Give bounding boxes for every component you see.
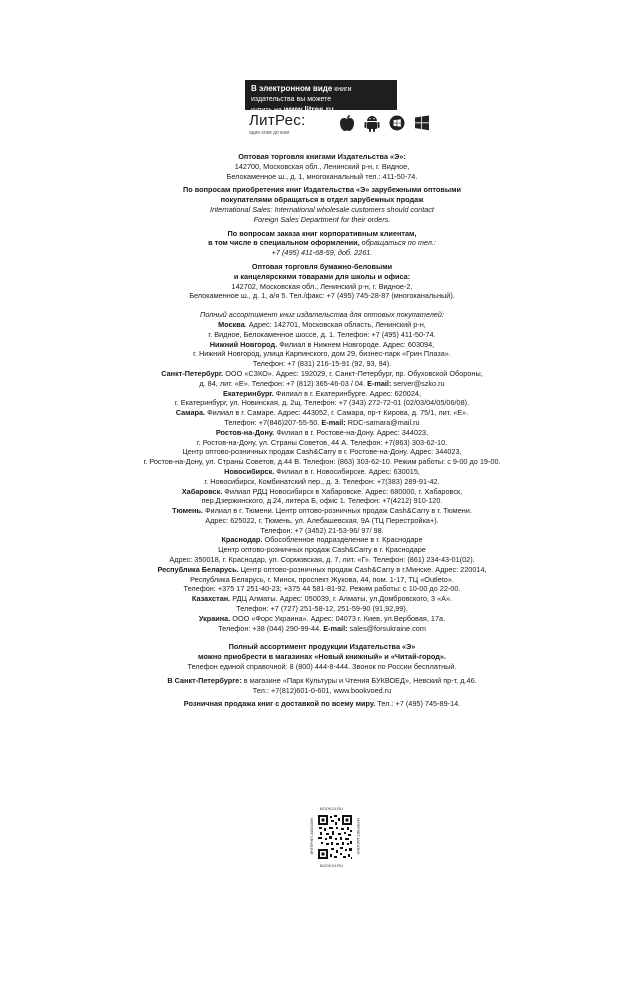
stationery-title-2: и канцелярскими товарами для школы и офиса:: [233, 271, 411, 281]
region-name: Санкт-Петербург.: [161, 368, 224, 378]
region-name: Новосибирск.: [224, 466, 275, 476]
apple-icon: [339, 114, 355, 132]
region-text: Республика Беларусь, г. Минск, проспект Жукова, 44, пом. 1-17, ТЦ «Outleto».: [190, 574, 454, 584]
region-name: Хабаровск.: [181, 486, 223, 496]
foreign-title-1: По вопросам приобретения книг Издательства «Э» зарубежными оптовыми: [183, 185, 461, 195]
region-line: [140, 349, 504, 359]
region-name: Украина.: [198, 613, 231, 623]
region-text: Адрес: 625022, г. Тюмень, ул. Алебашевская, 9А (ТЦ Перестройка+).: [205, 515, 439, 525]
region-text: Центр оптово-розничных продаж Cash&Carry в г.Минске. Адрес: 220014,: [238, 564, 487, 574]
region-line: [140, 506, 504, 516]
region-text: РДЦ Алматы. Адрес: 050039, г. Алматы, ул.Домбровского, 3 «А».: [230, 594, 453, 604]
region-text: Филиал в г. Ростове-на-Дону. Адрес: 344023,: [274, 427, 429, 437]
region-name: Нижний Новгород.: [209, 339, 278, 349]
region-text: Адрес: 350018, г. Краснодар, ул. Сормовская, д. 7, лит. «Г». Телефон: (861) 234-43-01(02).: [169, 555, 475, 565]
book24-qr-block: [310, 806, 360, 868]
region-line: [140, 379, 504, 389]
stationery-address-1: 142702, Московская обл., Ленинский р-н, г. Видное-2,: [231, 281, 413, 291]
region-line: [140, 496, 504, 506]
region-text: г. Видное, Белокаменное шоссе, д. 1. Телефон: +7 (495) 411-50-74.: [208, 329, 436, 339]
email-label: E-mail:: [367, 378, 392, 388]
region-line: [140, 594, 504, 604]
region-text: Телефон: +7 (727) 251-58-12, 251-59-90 (91,92,99).: [236, 604, 408, 614]
region-name: Екатеринбург.: [223, 388, 274, 398]
email-label: E-mail:: [323, 623, 348, 633]
stationery-title-1: Оптовая торговля бумажно-беловыми: [251, 261, 393, 271]
region-text: Филиал в г. Самаре. Адрес: 443052, г. Самара, пр-т Кирова, д. 75/1, лит. «Е».: [205, 408, 469, 418]
region-text: . Адрес: 142701, Московская область, Ленинский р-н,: [244, 319, 426, 329]
region-text: Телефон: +375 17 251-40-23; +375 44 581-81-92. Режим работы: с 10-00 до 22-00.: [183, 584, 461, 594]
qr-left-label: ИНТЕРНЕТ-МАГАЗИН: [310, 818, 314, 855]
region-line: [140, 624, 504, 634]
foreign-en-2: Foreign Sales Department for their orders.: [253, 214, 391, 224]
region-line: [140, 408, 504, 418]
region-line: [140, 320, 504, 330]
region-text: г. Ростов-на-Дону, ул. Страны Советов, д.44 В. Телефон: (863) 303-62-10. Режим работы: с 9-00 до 19-00.: [143, 457, 501, 467]
banner-bold-text: В электронном виде: [251, 84, 333, 93]
wholesale-address-2: Белокаменное ш., д. 1, многоканальный тел.: 411-50-74.: [226, 171, 418, 181]
region-line: [140, 614, 504, 624]
regions-list: [140, 320, 504, 634]
region-line: [140, 389, 504, 399]
region-text: Филиал в г. Новосибирске. Адрес: 630015,: [274, 466, 420, 476]
region-line: [140, 555, 504, 565]
publisher-contacts: [140, 152, 504, 709]
litres-url[interactable]: www.litres.ru: [283, 105, 334, 114]
region-text: Центр оптово-розничных продаж Cash&Carry в г. Ростове-на-Дону. Адрес: 344023,: [182, 447, 462, 457]
region-name: Москва: [218, 319, 245, 329]
email-link[interactable]: server@szko.ru: [391, 378, 445, 388]
region-text: Филиал в г. Екатеринбурге. Адрес: 620024,: [273, 388, 421, 398]
delivery-phone: Тел.: +7 (495) 745-89-14.: [375, 699, 461, 709]
region-line: [140, 398, 504, 408]
delivery-title: Розничная продажа книг с доставкой по всему миру.: [183, 699, 376, 709]
region-text: Филиал в Нижнем Новгороде. Адрес: 603094,: [277, 339, 435, 349]
foreign-en-1: International Sales: International wholesale customers should contact: [210, 204, 434, 214]
region-line: [140, 545, 504, 555]
retail-title-1: Полный ассортимент продукции Издательства «Э»: [228, 642, 416, 652]
regions-intro: Полный ассортимент книг издательства для оптовых покупателей:: [200, 310, 444, 320]
region-line: [140, 438, 504, 448]
region-line: [140, 359, 504, 369]
litres-slogan: один клик до книг: [249, 130, 290, 136]
region-line: [140, 575, 504, 585]
qr-code-icon[interactable]: [317, 814, 353, 860]
region-line: [140, 516, 504, 526]
region-name: Ростов-на-Дону.: [215, 427, 275, 437]
region-name: Казахстан.: [191, 594, 231, 604]
windows-icon: [414, 114, 430, 132]
region-text: ООО «Форс Украина». Адрес: 04073 г. Киев, ул.Вербовая, 17а.: [230, 613, 446, 623]
windows-phone-icon: [389, 114, 405, 132]
region-text: пер.Дзержинского, д.24, литера Б, офис 1. Телефон: +7(4212) 910-120.: [201, 496, 443, 506]
region-text: г. Екатеринбург, ул. Новинская, д. 2щ. Телефон: +7 (343) 272-72-01 (02/03/04/05/06/08).: [174, 398, 470, 408]
region-line: [140, 584, 504, 594]
region-line: [140, 340, 504, 350]
region-line: [140, 477, 504, 487]
region-line: [140, 457, 504, 467]
region-text: Обособленное подразделение в г. Краснодаре: [262, 535, 423, 545]
region-text: Телефон: +7(846)207-55-50.: [224, 417, 322, 427]
qr-bottom-label: BOOK24.RU: [320, 863, 343, 868]
litres-banner: [245, 80, 397, 114]
region-name: Самара.: [175, 408, 206, 418]
stationery-address-2: Белокаменное ш., д. 1, а/я 5. Тел./факс: +7 (495) 745-28-87 (многоканальный).: [189, 291, 455, 301]
region-text: г. Новосибирск, Комбинатский пер., д. 3. Телефон: +7(383) 289-91-42.: [204, 476, 440, 486]
litres-logo-block: [245, 112, 445, 142]
wholesale-address-1: 142700, Московская обл., Ленинский р-н, г. Видное,: [234, 161, 410, 171]
region-text: Телефон: +7 (831) 216-15-91 (92, 93, 94).: [252, 359, 392, 369]
region-line: [140, 467, 504, 477]
qr-right-label: ИНТЕРНЕТ-МАГАЗИН: [356, 818, 360, 855]
email-link[interactable]: sales@forsukraine.com: [347, 623, 426, 633]
region-line: [140, 330, 504, 340]
region-line: [140, 604, 504, 614]
region-line: [140, 565, 504, 575]
corporate-title-2: в том числе в специальном оформлении,: [208, 238, 360, 248]
email-label: E-mail:: [321, 417, 346, 427]
banner-text: книги издательства вы можете: [251, 86, 352, 103]
qr-top-label: BOOK24.RU: [320, 806, 343, 811]
retail-title-2: можно приобрести в магазинах «Новый книжный» и «Читай-город».: [198, 652, 446, 662]
retail-phone: Телефон единой справочной: 8 (800) 444-8-444. Звонок по России бесплатный.: [187, 662, 457, 672]
region-line: [140, 487, 504, 497]
foreign-title-2: покупателями обращаться в отдел зарубежных продаж: [220, 195, 424, 205]
banner-text-2: купить на: [251, 107, 284, 114]
region-text: Центр оптово-розничных продаж Cash&Carry в г. Краснодаре: [218, 545, 426, 555]
region-line: [140, 526, 504, 536]
region-text: Телефон: +7 (3452) 21-53-96/ 97/ 98.: [260, 525, 384, 535]
region-line: [140, 369, 504, 379]
corporate-title-2-it: обращаться по тел.:: [359, 238, 436, 248]
region-line: [140, 418, 504, 428]
region-text: ООО «СЗКО». Адрес: 192029, г. Санкт-Петербург, пр. Обуховской Обороны,: [223, 368, 483, 378]
corporate-phone: +7 (495) 411-68-59, доб. 2261.: [271, 248, 373, 258]
region-line: [140, 428, 504, 438]
email-link[interactable]: RDC-samara@mail.ru: [345, 417, 420, 427]
region-name: Республика Беларусь.: [157, 564, 239, 574]
corporate-title-1: По вопросам заказа книг корпоративным клиентам,: [227, 228, 417, 238]
spb-shop-phone: Тел.: +7(812)601-0-601, www.bookvoed.ru: [252, 685, 392, 695]
region-name: Тюмень.: [172, 506, 203, 516]
region-text: Филиал в г. Тюмени. Центр оптово-розничных продаж Cash&Carry в г. Тюмени.: [202, 506, 472, 516]
region-line: [140, 535, 504, 545]
region-text: г. Нижний Новгород, улица Карпинского, дом 29, бизнес-парк «Грин Плаза».: [193, 349, 451, 359]
region-text: Филиал РДЦ Новосибирск в Хабаровске. Адрес: 680000, г. Хабаровск,: [222, 486, 463, 496]
region-line: [140, 447, 504, 457]
wholesale-title: Оптовая торговля книгами Издательства «Э»:: [238, 152, 406, 161]
region-text: г. Ростов-на-Дону, ул. Страны Советов, 44 А. Телефон: +7(863) 303-62-10.: [196, 437, 448, 447]
region-name: Краснодар.: [221, 535, 263, 545]
region-text: д. 84, лит. «Е». Телефон: +7 (812) 365-46-03 / 04.: [199, 378, 368, 388]
spb-shop-text: в магазине «Парк Культуры и Чтения БУКВОЕД», Невский пр-т, д.46.: [241, 675, 477, 685]
spb-shop-city: В Санкт-Петербурге:: [167, 675, 242, 685]
android-icon: [364, 114, 380, 132]
region-text: Телефон: +38 (044) 290-99-44.: [218, 623, 324, 633]
litres-logo: ЛитРес:: [249, 112, 306, 129]
